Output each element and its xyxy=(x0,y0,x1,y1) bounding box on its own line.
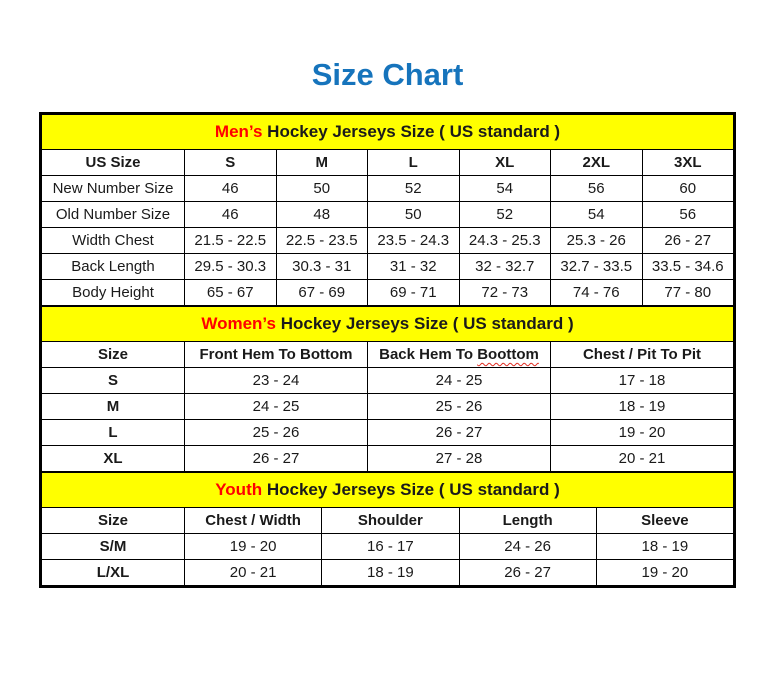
data-cell: 52 xyxy=(368,176,460,202)
data-cell: 24.3 - 25.3 xyxy=(459,228,551,254)
data-cell: 56 xyxy=(551,176,643,202)
header-cell: M xyxy=(276,150,368,176)
table-row xyxy=(42,560,734,586)
data-cell: 26 - 27 xyxy=(642,228,734,254)
table-row xyxy=(42,394,734,420)
header-cell: US Size xyxy=(42,150,185,176)
data-cell: 30.3 - 31 xyxy=(276,254,368,280)
data-cell: 65 - 67 xyxy=(185,280,277,306)
data-cell: 27 - 28 xyxy=(368,446,551,472)
data-cell: 29.5 - 30.3 xyxy=(185,254,277,280)
header-cell: 3XL xyxy=(642,150,734,176)
data-cell: 32 - 32.7 xyxy=(459,254,551,280)
youth-size-table xyxy=(41,472,734,586)
data-cell: 24 - 25 xyxy=(368,368,551,394)
header-cell: XL xyxy=(459,150,551,176)
data-cell: 50 xyxy=(276,176,368,202)
header-cell xyxy=(368,342,551,368)
data-cell: 23 - 24 xyxy=(185,368,368,394)
youth-banner-accent: Youth xyxy=(215,480,263,499)
data-cell: 72 - 73 xyxy=(459,280,551,306)
data-cell: 24 - 26 xyxy=(459,534,596,560)
header-cell: Shoulder xyxy=(322,508,459,534)
data-cell: 31 - 32 xyxy=(368,254,460,280)
data-cell: 50 xyxy=(368,202,460,228)
data-cell: 26 - 27 xyxy=(185,446,368,472)
youth-banner-text: Hockey Jerseys Size ( US standard ) xyxy=(262,480,560,499)
data-cell: 46 xyxy=(185,202,277,228)
data-cell: 33.5 - 34.6 xyxy=(642,254,734,280)
data-cell: 67 - 69 xyxy=(276,280,368,306)
header-cell: Chest / Width xyxy=(185,508,322,534)
mens-size-table xyxy=(41,114,734,306)
table-row xyxy=(42,534,734,560)
data-cell: 54 xyxy=(459,176,551,202)
row-label: Width Chest xyxy=(42,228,185,254)
data-cell: 21.5 - 22.5 xyxy=(185,228,277,254)
table-row xyxy=(42,420,734,446)
womens-size-table xyxy=(41,306,734,472)
womens-banner xyxy=(42,307,734,342)
header-cell: Chest / Pit To Pit xyxy=(551,342,734,368)
data-cell: 26 - 27 xyxy=(459,560,596,586)
row-label: L xyxy=(42,420,185,446)
data-cell: 56 xyxy=(642,202,734,228)
youth-banner xyxy=(42,473,734,508)
data-cell: 23.5 - 24.3 xyxy=(368,228,460,254)
data-cell: 18 - 19 xyxy=(596,534,733,560)
data-cell: 19 - 20 xyxy=(596,560,733,586)
row-label: S xyxy=(42,368,185,394)
header-cell: Front Hem To Bottom xyxy=(185,342,368,368)
data-cell: 48 xyxy=(276,202,368,228)
row-label: L/XL xyxy=(42,560,185,586)
data-cell: 77 - 80 xyxy=(642,280,734,306)
size-chart xyxy=(39,112,736,588)
table-row xyxy=(42,202,734,228)
header-cell-text: Back Hem To xyxy=(379,346,478,363)
data-cell: 16 - 17 xyxy=(322,534,459,560)
mens-banner-text: Hockey Jerseys Size ( US standard ) xyxy=(262,122,561,141)
data-cell: 20 - 21 xyxy=(551,446,734,472)
mens-banner xyxy=(42,115,734,150)
header-cell: 2XL xyxy=(551,150,643,176)
data-cell: 54 xyxy=(551,202,643,228)
table-row xyxy=(42,176,734,202)
mens-banner-accent: Men’s xyxy=(214,122,263,141)
header-cell: Size xyxy=(42,508,185,534)
misspelled-word: Boottom xyxy=(477,346,539,363)
row-label: M xyxy=(42,394,185,420)
row-label: XL xyxy=(42,446,185,472)
womens-header-row xyxy=(42,342,734,368)
header-cell: Sleeve xyxy=(596,508,733,534)
data-cell: 25.3 - 26 xyxy=(551,228,643,254)
header-cell: Size xyxy=(42,342,185,368)
data-cell: 18 - 19 xyxy=(322,560,459,586)
row-label: New Number Size xyxy=(42,176,185,202)
header-cell: Length xyxy=(459,508,596,534)
row-label: Body Height xyxy=(42,280,185,306)
data-cell: 32.7 - 33.5 xyxy=(551,254,643,280)
row-label: Old Number Size xyxy=(42,202,185,228)
header-cell: S xyxy=(185,150,277,176)
table-row xyxy=(42,446,734,472)
data-cell: 74 - 76 xyxy=(551,280,643,306)
data-cell: 22.5 - 23.5 xyxy=(276,228,368,254)
data-cell: 19 - 20 xyxy=(551,420,734,446)
womens-banner-accent: Women’s xyxy=(201,314,276,333)
data-cell: 25 - 26 xyxy=(185,420,368,446)
data-cell: 25 - 26 xyxy=(368,394,551,420)
table-row xyxy=(42,254,734,280)
data-cell: 46 xyxy=(185,176,277,202)
data-cell: 52 xyxy=(459,202,551,228)
header-cell: L xyxy=(368,150,460,176)
table-row xyxy=(42,228,734,254)
youth-header-row xyxy=(42,508,734,534)
data-cell: 26 - 27 xyxy=(368,420,551,446)
data-cell: 20 - 21 xyxy=(185,560,322,586)
table-row xyxy=(42,368,734,394)
data-cell: 24 - 25 xyxy=(185,394,368,420)
data-cell: 60 xyxy=(642,176,734,202)
data-cell: 18 - 19 xyxy=(551,394,734,420)
data-cell: 19 - 20 xyxy=(185,534,322,560)
page-title: Size Chart xyxy=(311,57,464,92)
womens-banner-text: Hockey Jerseys Size ( US standard ) xyxy=(275,314,574,333)
row-label: S/M xyxy=(42,534,185,560)
table-row xyxy=(42,280,734,306)
data-cell: 69 - 71 xyxy=(368,280,460,306)
row-label: Back Length xyxy=(42,254,185,280)
mens-header-row xyxy=(42,150,734,176)
data-cell: 17 - 18 xyxy=(551,368,734,394)
